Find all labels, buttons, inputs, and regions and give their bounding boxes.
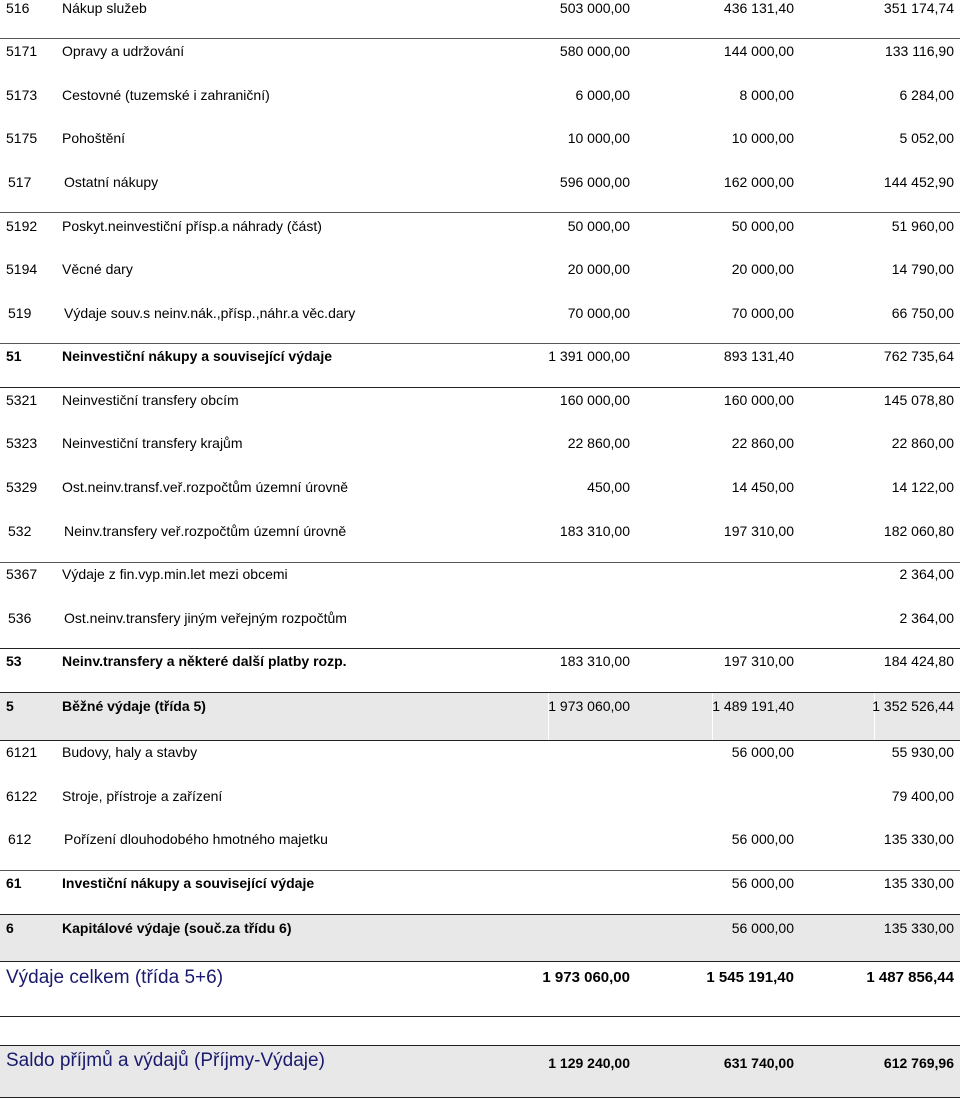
- row-separator: [0, 562, 960, 563]
- balance-label: Saldo příjmů a výdajů (Příjmy-Výdaje): [6, 1050, 325, 1071]
- value-col3: 135 330,00: [883, 875, 954, 891]
- value-col3: 145 078,80: [883, 392, 954, 408]
- item-code: 517: [8, 174, 32, 190]
- value-col2: 197 310,00: [723, 523, 794, 539]
- value-col3: 51 960,00: [891, 218, 954, 234]
- value-col2: 144 000,00: [723, 43, 794, 59]
- value-col2: 56 000,00: [731, 744, 794, 760]
- item-code: 5367: [6, 566, 38, 582]
- row-separator: [0, 212, 960, 213]
- row-separator: [0, 961, 960, 962]
- value-col2: 893 131,40: [723, 348, 794, 364]
- value-col2: 20 000,00: [731, 261, 794, 277]
- value-col1: 1 129 240,00: [548, 1055, 630, 1071]
- item-code: 5171: [6, 43, 38, 59]
- value-col1: 450,00: [587, 479, 630, 495]
- value-col1: 50 000,00: [567, 218, 630, 234]
- value-col3: 22 860,00: [891, 435, 954, 451]
- value-col3: 55 930,00: [891, 744, 954, 760]
- value-col3: 182 060,80: [883, 523, 954, 539]
- value-col3: 135 330,00: [883, 920, 954, 936]
- value-col3: 762 735,64: [883, 348, 954, 364]
- item-name: Ost.neinv.transfery jiným veřejným rozpočtům: [64, 610, 347, 626]
- item-code: 61: [6, 875, 22, 891]
- value-col1: 503 000,00: [559, 0, 630, 16]
- value-col1: 22 860,00: [567, 435, 630, 451]
- item-name: Neinv.transfery a některé další platby rozp.: [62, 653, 347, 669]
- value-col1: 183 310,00: [559, 523, 630, 539]
- value-col1: 580 000,00: [559, 43, 630, 59]
- value-col1: 70 000,00: [567, 305, 630, 321]
- item-code: 532: [8, 523, 32, 539]
- item-code: 53: [6, 653, 22, 669]
- item-code: 6: [6, 920, 14, 936]
- item-name: Neinvestiční transfery krajům: [62, 435, 243, 451]
- value-col3: 184 424,80: [883, 653, 954, 669]
- item-name: Stroje, přístroje a zařízení: [62, 788, 223, 804]
- item-code: 536: [8, 610, 32, 626]
- value-col1: 183 310,00: [559, 653, 630, 669]
- item-name: Opravy a udržování: [62, 43, 185, 59]
- value-col1: 6 000,00: [575, 87, 630, 103]
- value-col2: 162 000,00: [723, 174, 794, 190]
- value-col3: 14 122,00: [891, 479, 954, 495]
- value-col3: 351 174,74: [883, 0, 954, 16]
- item-code: 612: [8, 831, 32, 847]
- value-col3: 6 284,00: [899, 87, 954, 103]
- value-col2: 14 450,00: [731, 479, 794, 495]
- item-name: Ost.neinv.transf.veř.rozpočtům územní úrovně: [62, 479, 349, 495]
- item-code: 5194: [6, 261, 38, 277]
- value-col2: 436 131,40: [723, 0, 794, 16]
- value-col1: 1 973 060,00: [548, 698, 630, 714]
- value-col2: 56 000,00: [731, 875, 794, 891]
- row-separator: [0, 343, 960, 344]
- value-col3: 79 400,00: [891, 788, 954, 804]
- value-col2: 22 860,00: [731, 435, 794, 451]
- value-col1: 160 000,00: [559, 392, 630, 408]
- value-col3: 2 364,00: [899, 610, 954, 626]
- row-separator: [0, 870, 960, 871]
- value-col3: 1 487 856,44: [866, 969, 954, 986]
- value-col1: 20 000,00: [567, 261, 630, 277]
- item-name: Budovy, haly a stavby: [62, 744, 198, 760]
- grand-total-label: Výdaje celkem (třída 5+6): [6, 967, 224, 988]
- row-separator: [0, 1016, 960, 1017]
- value-col2: 197 310,00: [723, 653, 794, 669]
- value-col3: 133 116,90: [884, 43, 954, 59]
- row-separator: [0, 740, 960, 741]
- item-code: 5321: [6, 392, 38, 408]
- item-name: Cestovné (tuzemské i zahraniční): [62, 87, 270, 103]
- value-col2: 50 000,00: [731, 218, 794, 234]
- value-col1: 1 973 060,00: [542, 969, 630, 986]
- item-name: Věcné dary: [62, 261, 133, 277]
- item-code: 5175: [6, 130, 38, 146]
- item-name: Investiční nákupy a související výdaje: [62, 875, 315, 891]
- item-code: 5323: [6, 435, 38, 451]
- item-name: Poskyt.neinvestiční přísp.a náhrady (část): [62, 218, 322, 234]
- row-separator: [0, 38, 960, 39]
- value-col2: 631 740,00: [723, 1055, 794, 1071]
- item-code: 516: [6, 0, 30, 16]
- item-name: Ostatní nákupy: [64, 174, 159, 190]
- value-col1: 596 000,00: [559, 174, 630, 190]
- item-code: 51: [6, 348, 22, 364]
- value-col3: 612 769,96: [883, 1055, 954, 1071]
- row-separator: [0, 1045, 960, 1046]
- item-name: Neinvestiční transfery obcím: [62, 392, 239, 408]
- item-name: Neinv.transfery veř.rozpočtům územní úrovně: [64, 523, 347, 539]
- item-name: Pořízení dlouhodobého hmotného majetku: [64, 831, 328, 847]
- item-name: Nákup služeb: [62, 0, 147, 16]
- item-code: 6122: [6, 788, 38, 804]
- value-col1: 10 000,00: [567, 130, 630, 146]
- item-name: Výdaje souv.s neinv.nák.,přísp.,náhr.a věc.dary: [64, 305, 356, 321]
- value-col3: 2 364,00: [899, 566, 954, 582]
- item-code: 519: [8, 305, 32, 321]
- value-col3: 135 330,00: [883, 831, 954, 847]
- item-code: 6121: [6, 744, 38, 760]
- value-col3: 1 352 526,44: [872, 698, 954, 714]
- item-code: 5: [6, 698, 14, 714]
- value-col3: 14 790,00: [891, 261, 954, 277]
- value-col2: 1 489 191,40: [712, 698, 794, 714]
- item-code: 5192: [6, 218, 38, 234]
- item-code: 5173: [6, 87, 38, 103]
- value-col2: 56 000,00: [731, 831, 794, 847]
- item-code: 5329: [6, 479, 38, 495]
- item-name: Výdaje z fin.vyp.min.let mezi obcemi: [62, 566, 288, 582]
- row-separator: [0, 914, 960, 915]
- value-col2: 1 545 191,40: [706, 969, 794, 986]
- item-name: Pohoštění: [62, 130, 126, 146]
- row-separator: [0, 648, 960, 649]
- value-col2: 56 000,00: [731, 920, 794, 936]
- value-col2: 10 000,00: [731, 130, 794, 146]
- item-name: Kapitálové výdaje (souč.za třídu 6): [62, 920, 292, 936]
- row-separator: [0, 692, 960, 693]
- value-col2: 70 000,00: [731, 305, 794, 321]
- value-col3: 144 452,90: [883, 174, 954, 190]
- row-separator: [0, 387, 960, 388]
- value-col2: 160 000,00: [723, 392, 794, 408]
- value-col3: 5 052,00: [899, 130, 954, 146]
- value-col3: 66 750,00: [891, 305, 954, 321]
- value-col1: 1 391 000,00: [548, 348, 630, 364]
- item-name: Neinvestiční nákupy a související výdaje: [62, 348, 333, 364]
- row-separator: [0, 1097, 960, 1098]
- item-name: Běžné výdaje (třída 5): [62, 698, 206, 714]
- value-col2: 8 000,00: [739, 87, 794, 103]
